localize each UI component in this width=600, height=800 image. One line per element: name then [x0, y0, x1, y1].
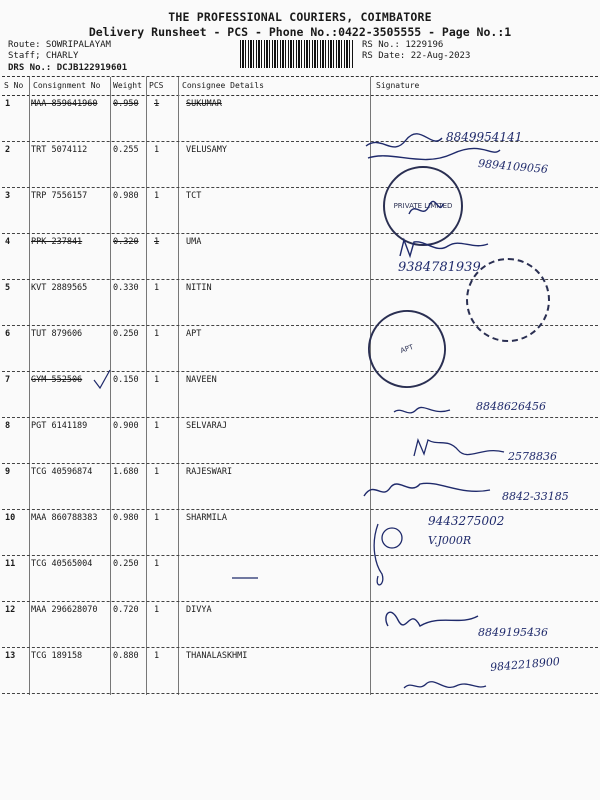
row-pcs: 1	[154, 145, 160, 155]
signature-scribble	[392, 404, 452, 420]
row-consignment: PPK 237841	[31, 237, 83, 247]
row-consignee: DIVYA	[186, 605, 212, 615]
row-consignee: NITIN	[186, 283, 212, 293]
signature-phone: 8849954141	[446, 130, 523, 144]
row-sno: 1	[5, 99, 11, 109]
row-consignment: TRP 7556157	[31, 191, 88, 201]
table-row	[0, 556, 600, 602]
signature-phone: 9894109056	[477, 156, 549, 177]
row-consignee: SELVARAJ	[186, 421, 227, 431]
row-weight: 0.980	[113, 191, 139, 201]
col-pcs: PCS	[149, 81, 164, 90]
row-weight: 0.330	[113, 283, 139, 293]
row-sno: 4	[5, 237, 11, 247]
route-label: Route: SOWRIPALAYAM	[8, 40, 111, 50]
row-weight: 0.255	[113, 145, 139, 155]
barcode	[240, 40, 354, 68]
signature-scribble	[400, 676, 490, 696]
row-sno: 8	[5, 421, 11, 431]
apt-stamp: APT	[357, 299, 457, 399]
row-pcs: 1	[154, 467, 160, 477]
runsheet-subtitle: Delivery Runsheet - PCS - Phone No.:0422-3505555 - Page No.:1	[88, 25, 512, 39]
signature-phone: 9842218900	[489, 654, 561, 675]
row-sno: 7	[5, 375, 11, 385]
row-sno: 9	[5, 467, 11, 477]
table-row	[0, 464, 600, 510]
row-consignee: SHARMILA	[186, 513, 227, 523]
row-pcs: 1	[154, 605, 160, 615]
row-weight: 0.900	[113, 421, 139, 431]
col-weight: Weight	[113, 81, 142, 90]
rubber-stamp	[466, 258, 550, 342]
signature-scribble	[396, 236, 492, 262]
row-consignee: UMA	[186, 237, 202, 247]
row-pcs: 1	[154, 513, 160, 523]
row-consignee: VELUSAMY	[186, 145, 227, 155]
header-top-rule	[2, 76, 598, 77]
row-consignment: GYM 552506	[31, 375, 83, 385]
row-sno: 5	[5, 283, 11, 293]
table-row	[0, 510, 600, 556]
row-sno: 10	[5, 513, 16, 523]
row-consignment: MAA 296628070	[31, 605, 98, 615]
table-row	[0, 188, 600, 234]
table-row	[0, 602, 600, 648]
row-pcs: 1	[154, 237, 160, 247]
row-pcs: 1	[154, 191, 160, 201]
row-weight: 0.980	[113, 513, 139, 523]
row-consignment: TUT 879606	[31, 329, 83, 339]
row-sno: 2	[5, 145, 11, 155]
row-sno: 6	[5, 329, 11, 339]
row-sno: 12	[5, 605, 16, 615]
signature-scribble	[380, 596, 480, 642]
row-consignment: PGT 6141189	[31, 421, 88, 431]
row-weight: 1.680	[113, 467, 139, 477]
row-consignee: NAVEEN	[186, 375, 217, 385]
signature-scribble	[412, 436, 508, 462]
row-weight: 0.250	[113, 329, 139, 339]
signature-phone: 2578836	[508, 450, 557, 463]
row-weight: 0.150	[113, 375, 139, 385]
row-consignee: RAJESWARI	[186, 467, 233, 477]
row-weight: 0.720	[113, 605, 139, 615]
rs-date: RS Date: 22-Aug-2023	[362, 51, 471, 61]
signature-phone: 8849195436	[478, 626, 548, 639]
signature-scribble	[368, 516, 408, 596]
row-consignee: THANALASKHMI	[186, 651, 248, 661]
row-pcs: 1	[154, 99, 160, 109]
row-consignment: MAA 860788383	[31, 513, 98, 523]
row-pcs: 1	[154, 329, 160, 339]
col-sno: S No	[4, 81, 24, 90]
row-sno: 13	[5, 651, 16, 661]
company-title: THE PROFESSIONAL COURIERS, COIMBATORE	[168, 10, 432, 24]
signature-phone: 9384781939	[398, 260, 481, 275]
col-consignee: Consignee Details	[182, 81, 264, 90]
company-stamp: PRIVATE LIMITED	[383, 166, 463, 246]
row-consignment: TRT 5074112	[31, 145, 88, 155]
row-pcs: 1	[154, 651, 160, 661]
row-weight: 0.320	[113, 237, 139, 247]
checkmark-icon	[92, 368, 112, 390]
row-consignment: MAA 859641960	[31, 99, 98, 109]
row-sno: 11	[5, 559, 16, 569]
signature-note: V.J000R	[428, 534, 472, 547]
col-signature: Signature	[376, 81, 420, 90]
row-pcs: 1	[154, 559, 160, 569]
signature-scribble	[230, 574, 260, 582]
row-consignment: KVT 2889565	[31, 283, 88, 293]
signature-phone: 8842-33185	[502, 490, 569, 503]
row-consignment: TCG 40565004	[31, 559, 93, 569]
signature-phone: 9443275002	[428, 514, 505, 528]
row-consignee: TCT	[186, 191, 202, 201]
row-consignment: TCG 40596874	[31, 467, 93, 477]
row-consignee: APT	[186, 329, 202, 339]
staff-label: Staff; CHARLY	[8, 51, 79, 61]
signature-phone: 8848626456	[476, 400, 546, 413]
signature-scribble	[360, 476, 500, 506]
drs-number: DRS No.: DCJB122919601	[8, 63, 128, 73]
row-sno: 3	[5, 191, 11, 201]
row-consignment: TCG 189158	[31, 651, 83, 661]
row-pcs: 1	[154, 283, 160, 293]
row-pcs: 1	[154, 375, 160, 385]
row-pcs: 1	[154, 421, 160, 431]
col-consignment: Consignment No	[33, 81, 101, 90]
row-weight: 0.250	[113, 559, 139, 569]
row-weight: 0.880	[113, 651, 139, 661]
row-consignee: SUKUMAR	[186, 99, 222, 109]
signature-scribble	[405, 198, 445, 222]
row-weight: 0.950	[113, 99, 139, 109]
rs-number: RS No.: 1229196	[362, 40, 444, 50]
